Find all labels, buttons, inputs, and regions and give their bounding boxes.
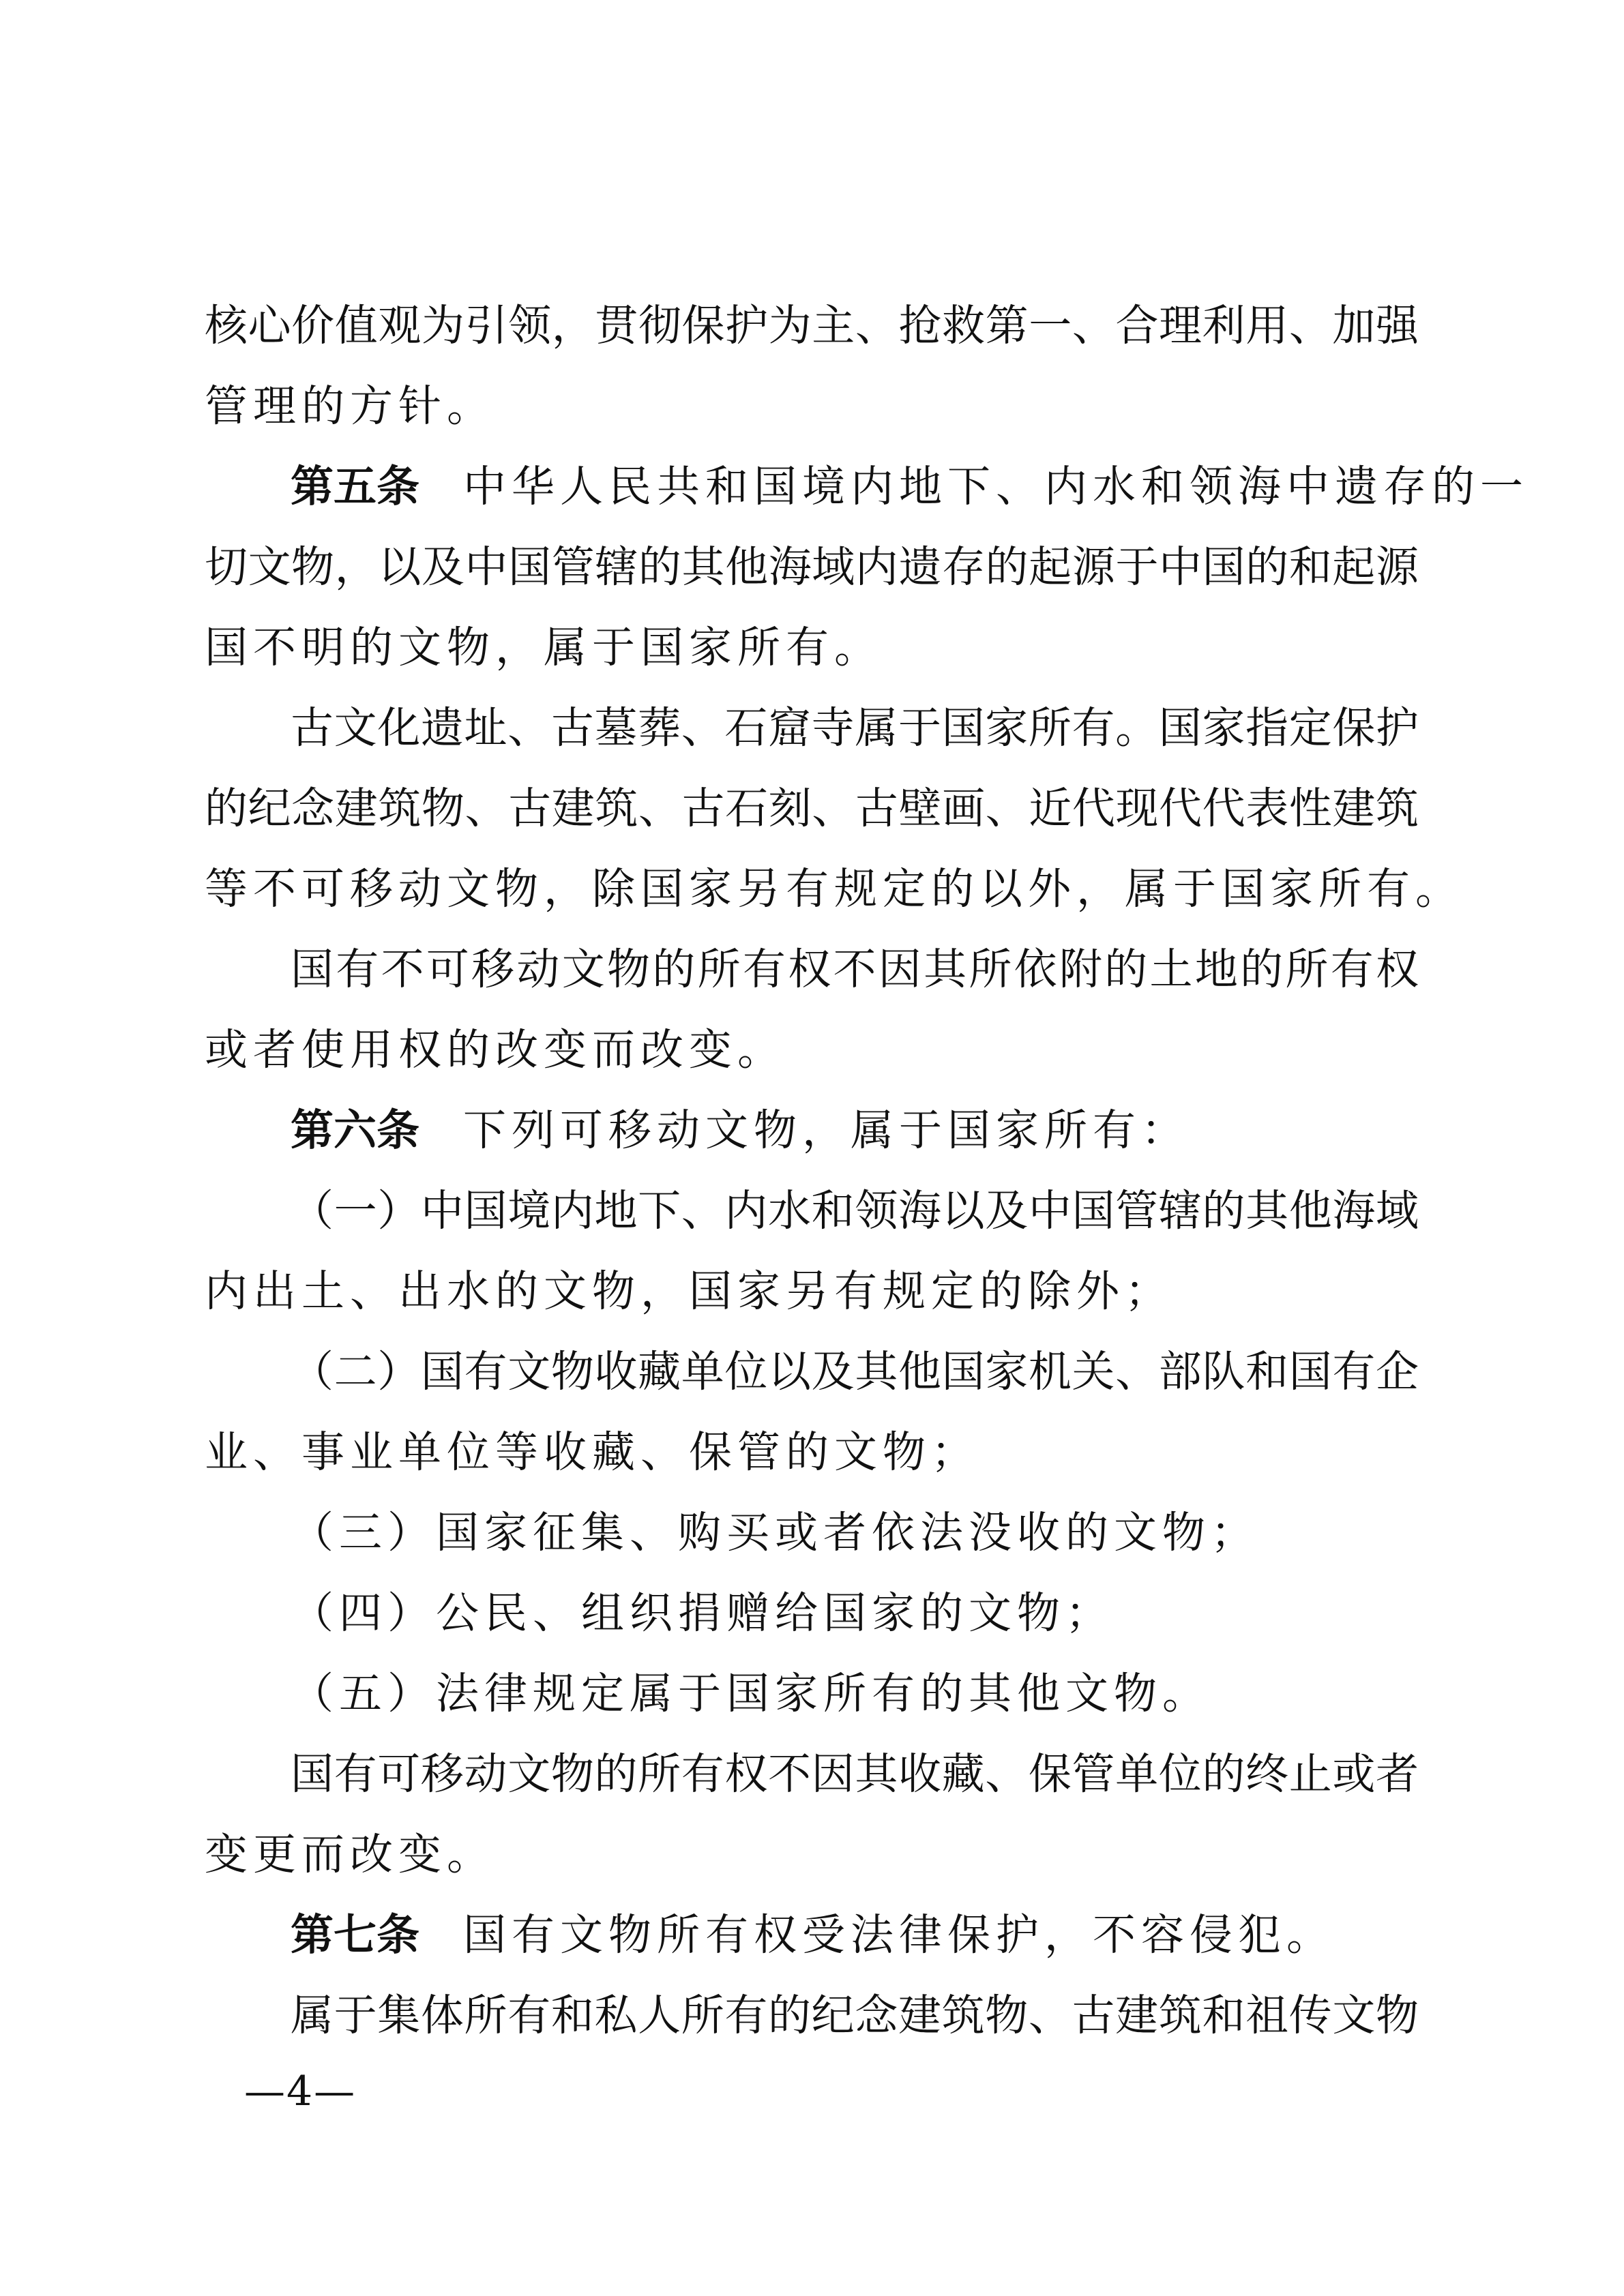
text-line-22: 属于集体所有和私人所有的纪念建筑物、古建筑和祖传文物: [291, 1991, 1419, 2040]
text-line-7: 的纪念建筑物、古建筑、古石刻、古壁画、近代现代代表性建筑: [205, 784, 1419, 833]
article-6-text: 下列可移动文物，属于国家所有：: [463, 1105, 1190, 1155]
article-5-label: 第五条: [291, 462, 419, 511]
text-line-10: 或者使用权的改变而改变。: [205, 1025, 786, 1075]
article-5-first-line: [291, 460, 1529, 514]
article-5-text: 中华人民共和国境内地下、内水和领海中遗存的一: [463, 462, 1529, 511]
text-line-20: 变更而改变。: [205, 1830, 495, 1879]
text-line-2: 管理的方针。: [205, 381, 495, 431]
text-line-8: 等不可移动文物，除国家另有规定的以外，属于国家所有。: [205, 864, 1464, 914]
article-7-text: 国有文物所有权受法律保护，不容侵犯。: [463, 1910, 1335, 1960]
list-item-2-line-2: 业、事业单位等收藏、保管的文物；: [205, 1427, 979, 1477]
article-6-first-line: [291, 1103, 1419, 1158]
page-number: —4—: [244, 2068, 357, 2115]
list-item-3: （三）国家征集、购买或者依法没收的文物；: [291, 1508, 1259, 1557]
article-6-label: 第六条: [291, 1105, 419, 1155]
article-7-first-line: [291, 1908, 1419, 1963]
text-line-5: 国不明的文物，属于国家所有。: [205, 623, 883, 672]
list-item-4: （四）公民、组织捐赠给国家的文物；: [291, 1588, 1114, 1638]
list-item-1-line-1: （一）中国境内地下、内水和领海以及中国管辖的其他海域: [291, 1186, 1419, 1236]
text-line-6: 古文化遗址、古墓葬、石窟寺属于国家所有。国家指定保护: [291, 703, 1419, 753]
text-line-1: 核心价值观为引领，贯彻保护为主、抢救第一、合理利用、加强: [205, 301, 1419, 351]
list-item-2-line-1: （二）国有文物收藏单位以及其他国家机关、部队和国有企: [291, 1347, 1419, 1397]
article-7-label: 第七条: [291, 1910, 419, 1960]
list-item-5: （五）法律规定属于国家所有的其他文物。: [291, 1669, 1211, 1718]
text-line-4: 切文物，以及中国管辖的其他海域内遗存的起源于中国的和起源: [205, 542, 1419, 592]
text-line-19: 国有可移动文物的所有权不因其收藏、保管单位的终止或者: [291, 1749, 1419, 1799]
list-item-1-line-2: 内出土、出水的文物，国家另有规定的除外；: [205, 1266, 1173, 1316]
text-line-9: 国有不可移动文物的所有权不因其所依附的土地的所有权: [291, 944, 1419, 994]
